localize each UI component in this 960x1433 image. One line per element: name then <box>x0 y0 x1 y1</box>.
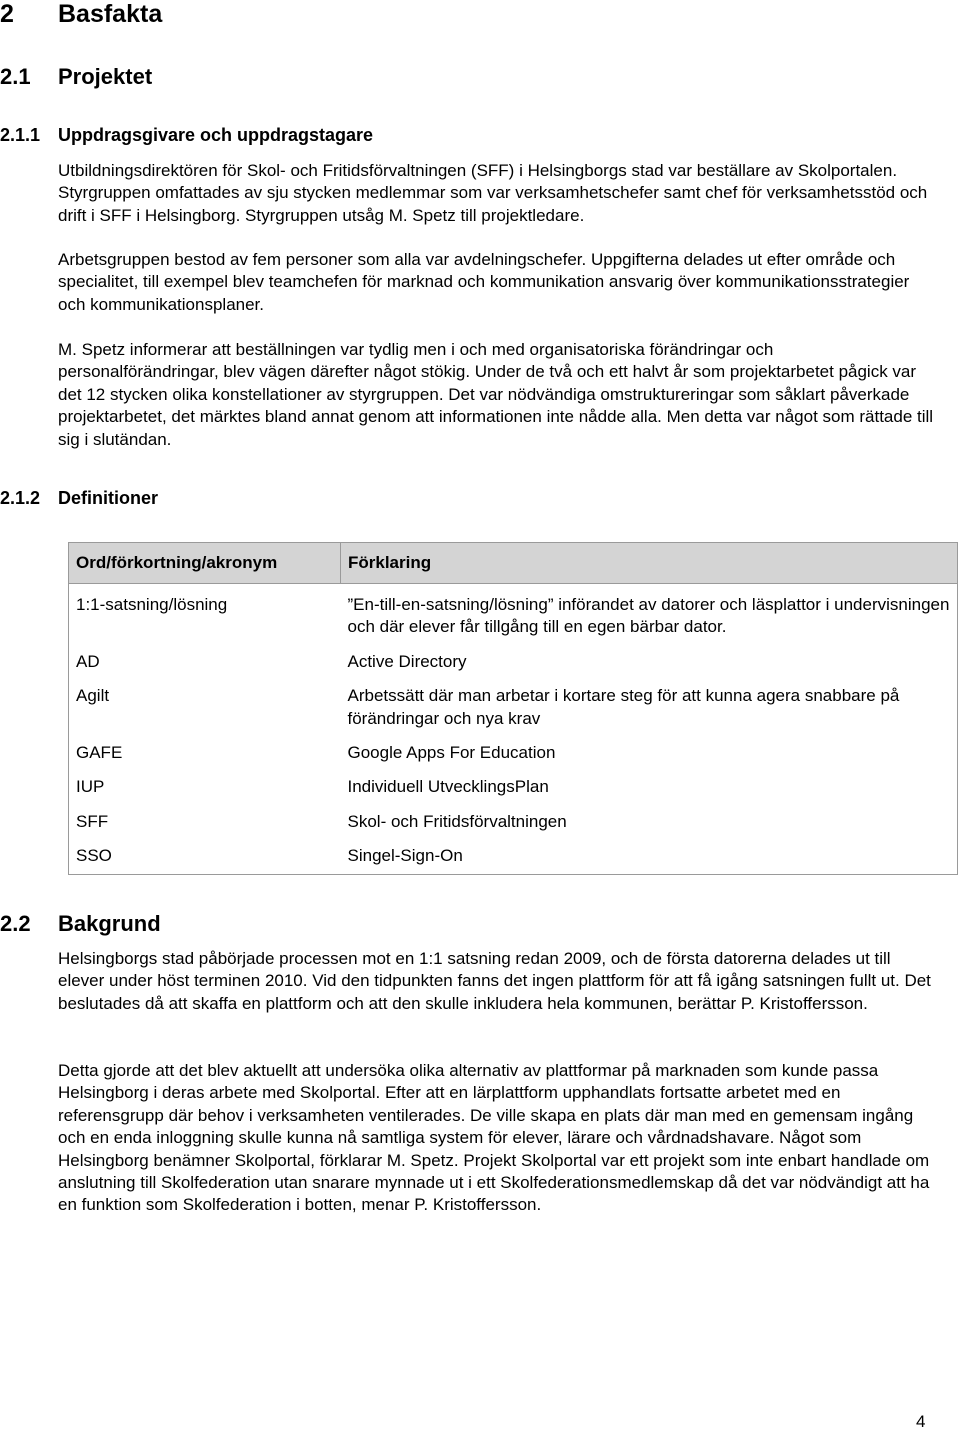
table-cell-term: IUP <box>69 776 341 810</box>
table-row <box>69 594 958 651</box>
table-cell-term: AD <box>69 651 341 685</box>
section-heading-bakgrund <box>0 911 161 937</box>
table-cell-term: Agilt <box>69 685 341 742</box>
table-cell-definition: Individuell UtvecklingsPlan <box>341 776 958 810</box>
table-cell-definition: Arbetssätt där man arbetar i kortare steg för att kunna agera snabbare på förändringar och nya krav <box>341 685 958 742</box>
paragraph-uppdrag-1: Utbildningsdirektören för Skol- och Fritidsförvaltningen (SFF) i Helsingborgs stad var beställare av Skolportalen. Styrgruppen omfattades av sju stycken medlemmar som var verksamhetschefer samt chef för verksamhetsstöd och drift i SFF i Helsingborg. Styrgruppen utsåg M. Spetz till projektledare. <box>58 161 928 225</box>
table-row <box>69 742 958 776</box>
table-row <box>69 685 958 742</box>
table-row <box>69 845 958 874</box>
subsection-title: Definitioner <box>58 488 159 508</box>
table-cell-definition: Google Apps For Education <box>341 742 958 776</box>
table-cell-definition: Skol- och Fritidsförvaltningen <box>341 811 958 845</box>
chapter-title: Basfakta <box>58 0 163 28</box>
table-header-term: Ord/förkortning/akronym <box>69 543 341 584</box>
table-row <box>69 651 958 685</box>
table-cell-term: GAFE <box>69 742 341 776</box>
table-cell-term: SFF <box>69 811 341 845</box>
paragraph-bakgrund-1: Helsingborgs stad påbörjade processen mot en 1:1 satsning redan 2009, och de första datorerna delades ut till elever under höst terminen 2010. Vid den tidpunkten fanns det ingen plattform för att få igång satsningen fullt ut. Det beslutades då att skaffa en plattform och att den skulle inkludera hela kommunen, berättar P. Kristoffersson. <box>58 949 931 1013</box>
table-row <box>69 776 958 810</box>
section-number: 2.2 <box>0 911 31 936</box>
table-header-row <box>69 543 958 584</box>
table-cell-term: 1:1-satsning/lösning <box>69 594 341 651</box>
page-number: 4 <box>916 1412 926 1431</box>
paragraph-uppdrag-3: M. Spetz informerar att beställningen var tydlig men i och med organisatoriska förändringar och personalförändringar, blev vägen därefter något stökig. Under de två och ett halvt år som projektarbetet pågick var det 12 stycken olika konstellationer av styrgruppen. Det var nödvändiga omstruktureringar som såklart påverkade projektarbetet, det märktes bland annat genom att informationen inte nådde alla. Men detta var något som rättade till sig i slutändan. <box>58 340 934 449</box>
table-header-definition: Förklaring <box>341 543 958 584</box>
definitions-table <box>68 542 958 875</box>
subsection-heading-definitioner <box>0 487 158 509</box>
section-title: Bakgrund <box>58 911 161 936</box>
subsection-number: 2.1.1 <box>0 125 41 145</box>
subsection-number: 2.1.2 <box>0 488 41 508</box>
section-heading-projektet <box>0 64 152 90</box>
paragraph-uppdrag-2: Arbetsgruppen bestod av fem personer som alla var avdelningschefer. Uppgifterna delades ut efter område och specialitet, till exempel blev teamchefen för marknad och kommunikation ansvarig över kommunikationsstrategier och kommunikationsplaner. <box>58 250 910 314</box>
table-cell-term: SSO <box>69 845 341 874</box>
section-number: 2.1 <box>0 64 31 89</box>
paragraph-bakgrund-2: Detta gjorde att det blev aktuellt att undersöka olika alternativ av plattformar på marknaden som kunde passa Helsingborg i deras arbete med Skolportal. Efter att en lärplattform upphandlats fortsatte arbetet med en referensgrupp där behov i verksamheten ventilerades. De ville skapa en plats där man med en gemensam ingång och en enda inloggning skulle kunna nå samtliga system för elever, lärare och vårdnadshavare. Något som Helsingborg benämner Skolportal, förklarar M. Spetz. Projekt Skolportal var ett projekt som inte enbart handlade om anslutning till Skolfederation utan snarare mynnade ut i ett Skolfederationsmedlemskap då det var nödvändigt att ha en funktion som Skolfederation i botten, menar P. Kristoffersson. <box>58 1061 930 1215</box>
table-cell-definition: Singel-Sign-On <box>341 845 958 874</box>
subsection-heading-uppdrag <box>0 124 373 146</box>
table-cell-definition: Active Directory <box>341 651 958 685</box>
section-title: Projektet <box>58 64 153 89</box>
chapter-heading <box>0 0 162 28</box>
table-row <box>69 811 958 845</box>
table-cell-definition: ”En-till-en-satsning/lösning” införandet av datorer och läsplattor i undervisningen och där elever får tillgång till en egen bärbar dator. <box>341 594 958 651</box>
subsection-title: Uppdragsgivare och uppdragstagare <box>58 125 374 145</box>
chapter-number: 2 <box>0 0 14 28</box>
